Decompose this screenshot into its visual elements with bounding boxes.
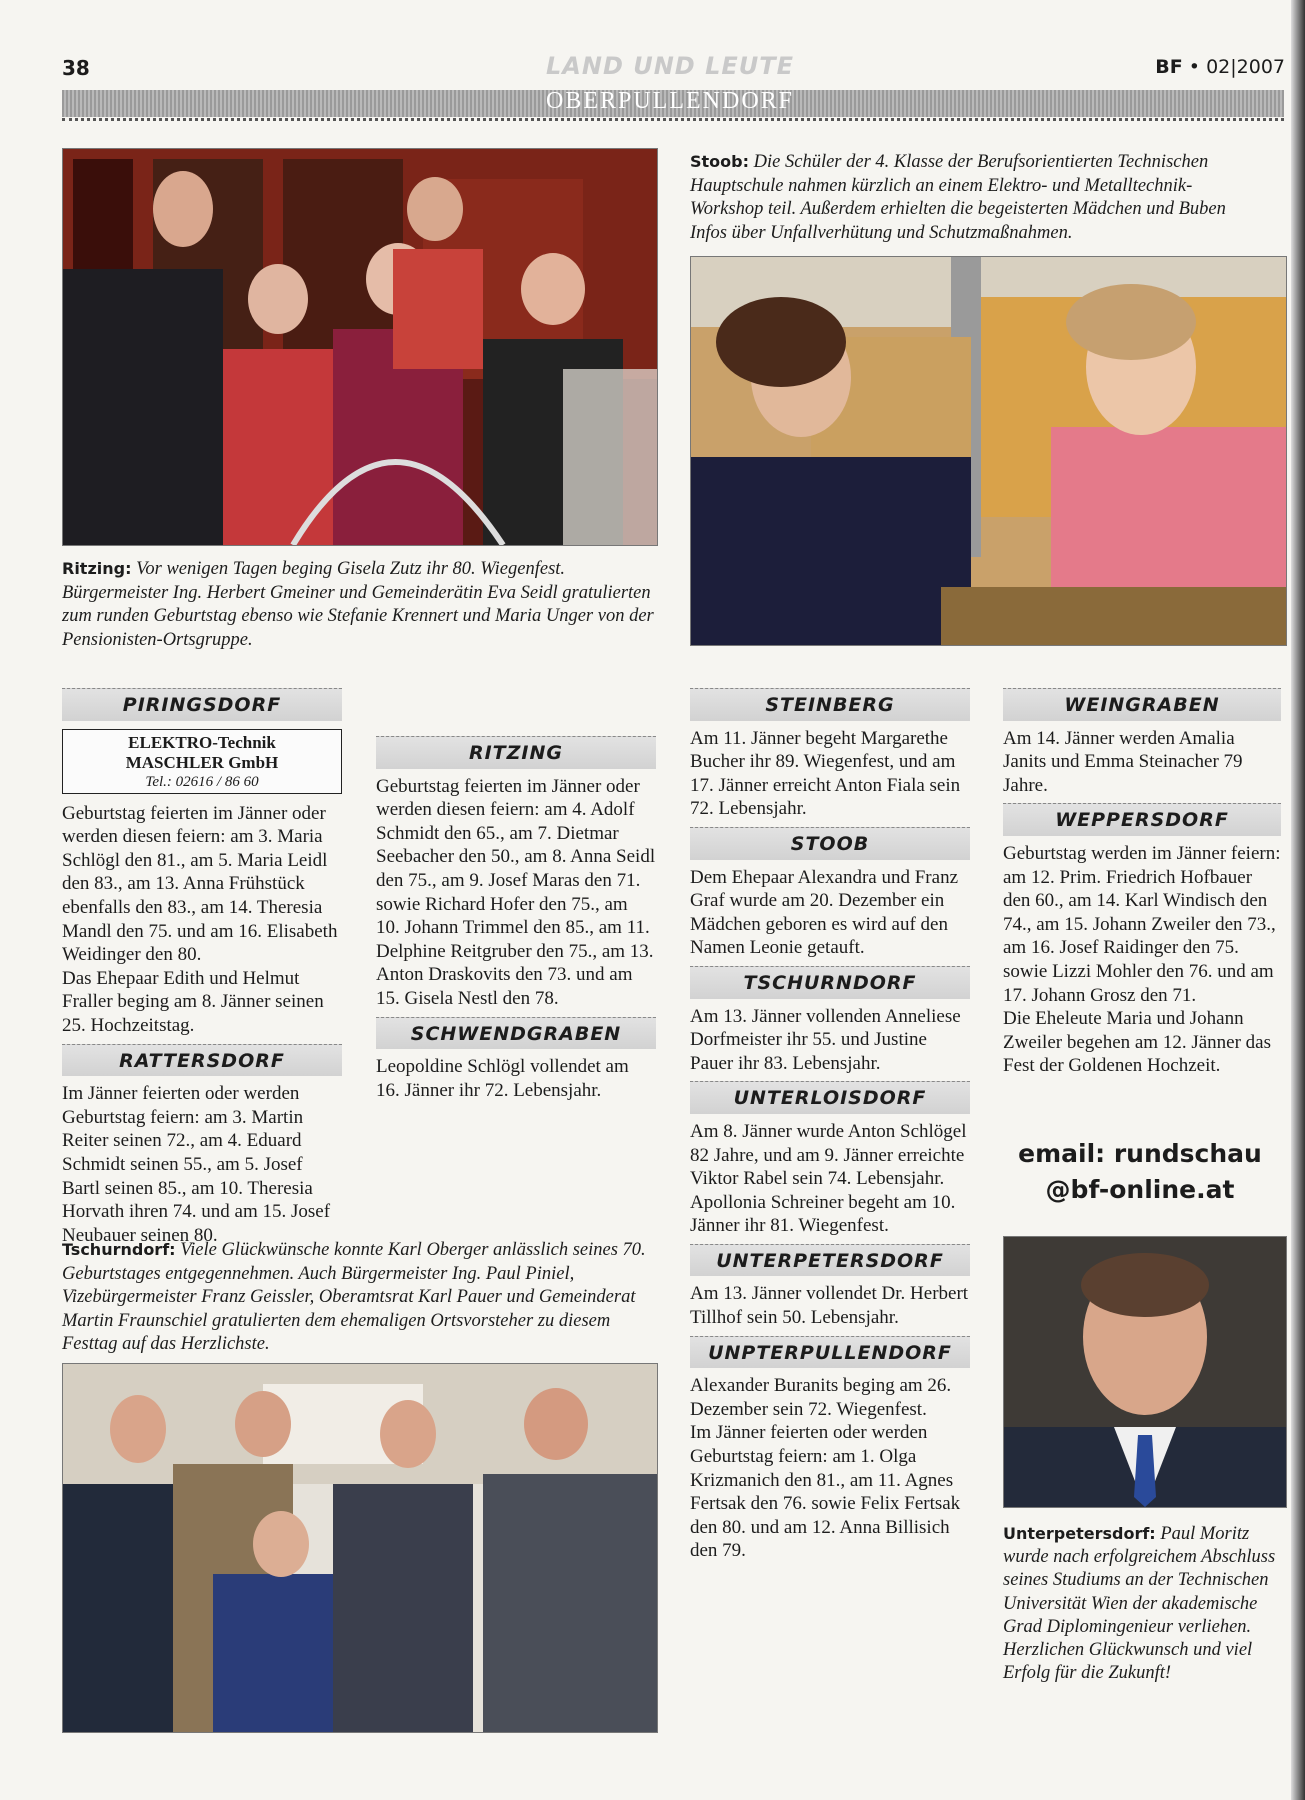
email-line1: email: rundschau — [1018, 1139, 1262, 1168]
brand: BF — [1155, 56, 1183, 78]
caption-place: Ritzing: — [62, 559, 132, 578]
text-piringsdorf-1: Geburtstag feierten im Jänner oder werden diesen feiern: am 3. Maria Schlögl den 81., am 5. Maria Leidl den 83., am 13. Anna Frühstück ebenfalls den 83., am 14. Theresia Mandl den 75. und am 16. Elisabeth Weidinger den 80. — [62, 802, 338, 966]
text-steinberg: Am 11. Jänner begeht Margarethe Bucher ihr 89. Wiegenfest, und am 17. Jänner erreicht Anton Fiala sein 72. Lebensjahr. — [690, 727, 961, 820]
caption-place: Unterpetersdorf: — [1003, 1524, 1156, 1543]
text-unpterpullendorf-2: Im Jänner feierten oder werden Geburtstag feiern: am 1. Olga Krizmanich den 81., am 11. Agnes Fertsak den 76. sowie Felix Fertsak den 80. und am 12. Anna Billisich den 79. — [690, 1422, 961, 1562]
column-1 — [62, 682, 342, 1247]
text-weingraben: Am 14. Jänner werden Amalia Janits und Emma Steinacher 79 Jahre. — [1003, 727, 1243, 796]
section-title: LAND UND LEUTE — [545, 52, 795, 80]
text-ritzing: Geburtstag feierten im Jänner oder werden diesen feiern: am 4. Adolf Schmidt den 65., am 7. Dietmar Seebacher den 50., am 8. Anna Seidl den 75., am 9. Josef Maras den 71. sowie Richard Hofer den 75., am 10. Johann Trimmel den 85., am 11. Delphine Reitgruber den 75., am 13. Anton Draskovits den 73. und am 15. Gisela Nestl den 78. — [376, 775, 656, 1009]
heading-steinberg: STEINBERG — [690, 688, 970, 721]
ad-line1: ELEKTRO-Technik — [128, 732, 276, 752]
heading-unterpetersdorf: UNTERPETERSDORF — [690, 1244, 970, 1277]
photo-unterpetersdorf — [1003, 1236, 1287, 1508]
text-tschurndorf: Am 13. Jänner vollenden Anneliese Dorfmeister ihr 55. und Justine Pauer ihr 83. Lebensjahr. — [690, 1005, 961, 1074]
photo-ritzing — [62, 148, 658, 546]
heading-ritzing: RITZING — [376, 736, 656, 769]
separator: • — [1188, 56, 1201, 78]
heading-schwendgraben: SCHWENDGRABEN — [376, 1017, 656, 1050]
heading-weppersdorf: WEPPERSDORF — [1003, 803, 1281, 836]
column-4 — [1003, 682, 1281, 1078]
caption-tschurndorf — [62, 1238, 656, 1357]
issue-number: 02|2007 — [1206, 56, 1285, 78]
caption-text: Die Schüler der 4. Klasse der Berufsorientierten Technischen Hauptschule nahmen kürzlich an einem Elektro- und Metalltechnik-Workshop teil. Außerdem erhielten die begeisterten Mädchen und Buben Infos über Unfallverhütung und Schutzmaßnahmen. — [690, 152, 1226, 243]
ad-line2: MASCHLER GmbH — [125, 752, 279, 772]
heading-unterloisdorf: UNTERLOISDORF — [690, 1081, 970, 1114]
heading-unpterpullendorf: UNPTERPULLENDORF — [690, 1336, 970, 1369]
text-stoob: Dem Ehepaar Alexandra und Franz Graf wurde am 20. Dezember ein Mädchen geboren es wird auf den Namen Leonie getauft. — [690, 866, 959, 959]
heading-piringsdorf: PIRINGSDORF — [62, 688, 342, 721]
caption-ritzing — [62, 557, 656, 652]
text-weppersdorf-1: Geburtstag werden im Jänner feiern: am 12. Prim. Friedrich Hofbauer den 60., am 14. Karl Windisch den 74., am 15. Johann Zweiler den 73., am 16. Josef Raidinger den 75. sowie Lizzi Mohler den 76. und am 17. Johann Grosz den 71. — [1003, 842, 1281, 1006]
heading-tschurndorf: TSCHURNDORF — [690, 966, 970, 999]
text-unterpetersdorf: Am 13. Jänner vollendet Dr. Herbert Tillhof sein 50. Lebensjahr. — [690, 1283, 969, 1329]
header-divider — [62, 118, 1284, 121]
heading-rattersdorf: RATTERSDORF — [62, 1044, 342, 1077]
column-2 — [376, 730, 656, 1102]
caption-text: Paul Moritz wurde nach erfolgreichem Abschluss seines Studiums an der Technischen Universität Wien der akademische Grad Diplomingenieur verliehen. Herzlichen Glückwunsch und viel Erfolg für die Zukunft! — [1003, 1524, 1276, 1684]
column-3 — [690, 682, 970, 1563]
text-unterloisdorf-1: Am 8. Jänner wurde Anton Schlögel 82 Jahre, und am 9. Jänner erreichte Viktor Rabel sein 74. Lebensjahr. — [690, 1120, 967, 1190]
email-contact — [1000, 1136, 1280, 1208]
text-rattersdorf: Im Jänner feierten oder werden Geburtstag feiern: am 3. Martin Reiter seinen 72., am 4. Eduard Schmidt seinen 55., am 5. Josef Bartl seinen 85., am 10. Theresia Horvath ihren 74. und am 15. Josef Neubauer seinen 80. — [62, 1083, 331, 1246]
email-line2: @bf-online.at — [1045, 1175, 1235, 1204]
text-piringsdorf-2: Das Ehepaar Edith und Helmut Fraller beging am 8. Jänner seinen 25. Hochzeitstag. — [62, 967, 324, 1036]
text-schwendgraben: Leopoldine Schlögl vollendet am 16. Jänner ihr 72. Lebensjahr. — [376, 1056, 629, 1101]
ad-elektro-maschler — [62, 729, 342, 794]
text-weppersdorf-2: Die Eheleute Maria und Johann Zweiler begehen am 12. Jänner das Fest der Goldenen Hochzeit. — [1003, 1008, 1272, 1077]
caption-text: Vor wenigen Tagen beging Gisela Zutz ihr 80. Wiegenfest. Bürgermeister Ing. Herbert Gmeiner und Gemeinderätin Eva Seidl gratulierten zum runden Geburtstag ebenso wie Stefanie Krennert und Maria Unger von der Pensionisten-Ortsgruppe. — [62, 559, 654, 650]
heading-weingraben: WEINGRABEN — [1003, 688, 1281, 721]
caption-unterpetersdorf — [1003, 1522, 1285, 1685]
caption-text: Viele Glückwünsche konnte Karl Oberger anlässlich seines 70. Geburtstages entgegennehmen. Auch Bürgermeister Ing. Paul Piniel, Vizebürgermeister Franz Geissler, Oberamtsrat Karl Pauer und Gemeinderat Martin Fraunschiel gratulierten dem ehemaligen Ortsvorsteher zu diesem Festtag auf das Herzlichste. — [62, 1240, 646, 1354]
text-unterloisdorf-2: Apollonia Schreiner begeht am 10. Jänner ihr 81. Wiegenfest. — [690, 1191, 956, 1237]
text-unpterpullendorf-1: Alexander Buranits beging am 26. Dezember sein 72. Wiegenfest. — [690, 1375, 952, 1420]
photo-tschurndorf — [62, 1363, 658, 1733]
region-title: OBERPULLENDORF — [545, 88, 795, 114]
heading-stoob: STOOB — [690, 827, 970, 860]
issue-label — [1155, 56, 1285, 78]
photo-stoob — [690, 256, 1287, 646]
ad-phone: Tel.: 02616 / 86 60 — [145, 773, 259, 790]
page-number: 38 — [62, 56, 90, 80]
caption-stoob — [690, 150, 1265, 245]
caption-place: Tschurndorf: — [62, 1240, 176, 1259]
caption-place: Stoob: — [690, 152, 750, 171]
page-edge-shadow — [1291, 0, 1305, 1800]
